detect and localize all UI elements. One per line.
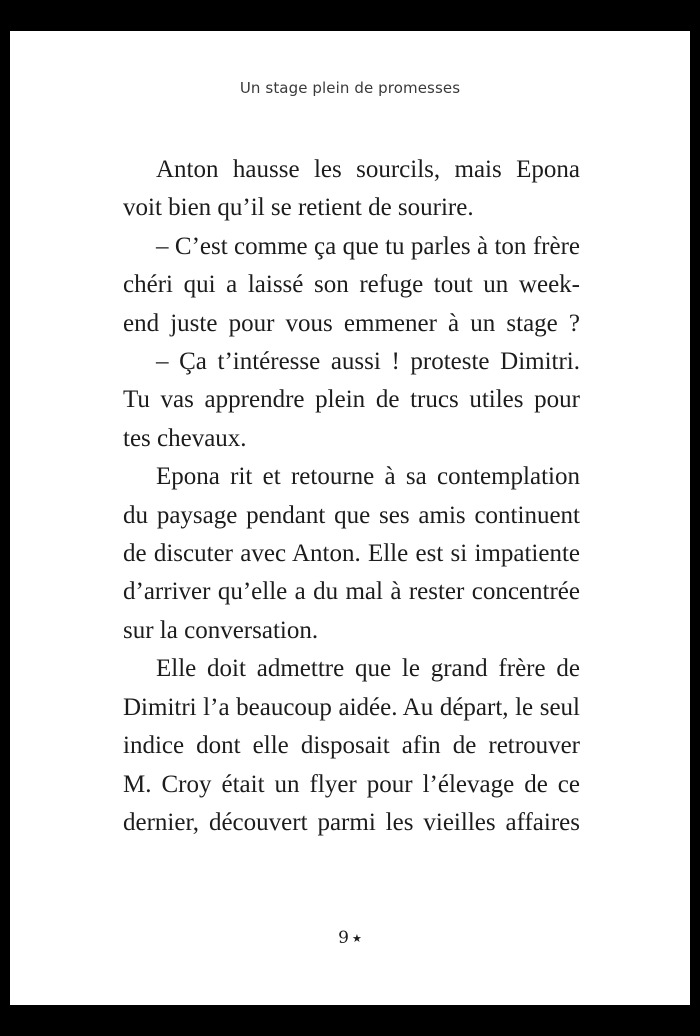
text-line: – Ça t’intéresse aussi ! proteste Dimitri.: [156, 348, 580, 376]
body-text: [123, 151, 580, 842]
text-line: end juste pour vous emmener à un stage ?: [123, 309, 580, 337]
page-number: 9: [338, 928, 349, 948]
paragraph: [123, 151, 580, 228]
text-line: chéri qui a laissé son refuge tout un week-: [123, 271, 580, 299]
text-line: – C’est comme ça que tu parles à ton frère: [156, 232, 580, 260]
paragraph: [123, 458, 580, 650]
text-line: Dimitri l’a beaucoup aidée. Au départ, le seul: [123, 693, 580, 721]
text-line: M. Croy était un flyer pour l’élevage de ce: [123, 770, 580, 798]
running-header: Un stage plein de promesses: [239, 79, 461, 97]
text-line: du paysage pendant que ses amis continuent: [123, 501, 580, 529]
paragraph: [123, 228, 580, 343]
text-line: dernier, découvert parmi les vieilles affaires: [123, 808, 580, 836]
text-line: voit bien qu’il se retient de sourire.: [123, 194, 474, 222]
text-line: sur la conversation.: [123, 616, 319, 644]
text-line: d’arriver qu’elle a du mal à rester concentrée: [123, 578, 580, 606]
text-line: Epona rit et retourne à sa contemplation: [156, 463, 580, 491]
paragraph: [123, 343, 580, 458]
page-footer: [10, 928, 690, 948]
text-line: tes chevaux.: [123, 424, 247, 452]
text-line: Elle doit admettre que le grand frère de: [156, 655, 580, 683]
book-page: [10, 31, 690, 1005]
text-line: Tu vas apprendre plein de trucs utiles pour: [123, 386, 580, 414]
text-line: Anton hausse les sourcils, mais Epona: [156, 156, 580, 183]
text-line: indice dont elle disposait afin de retrouver: [123, 732, 580, 760]
star-icon: ★: [351, 932, 362, 945]
paragraph: [123, 650, 580, 842]
text-line: de discuter avec Anton. Elle est si impatiente: [123, 540, 580, 568]
